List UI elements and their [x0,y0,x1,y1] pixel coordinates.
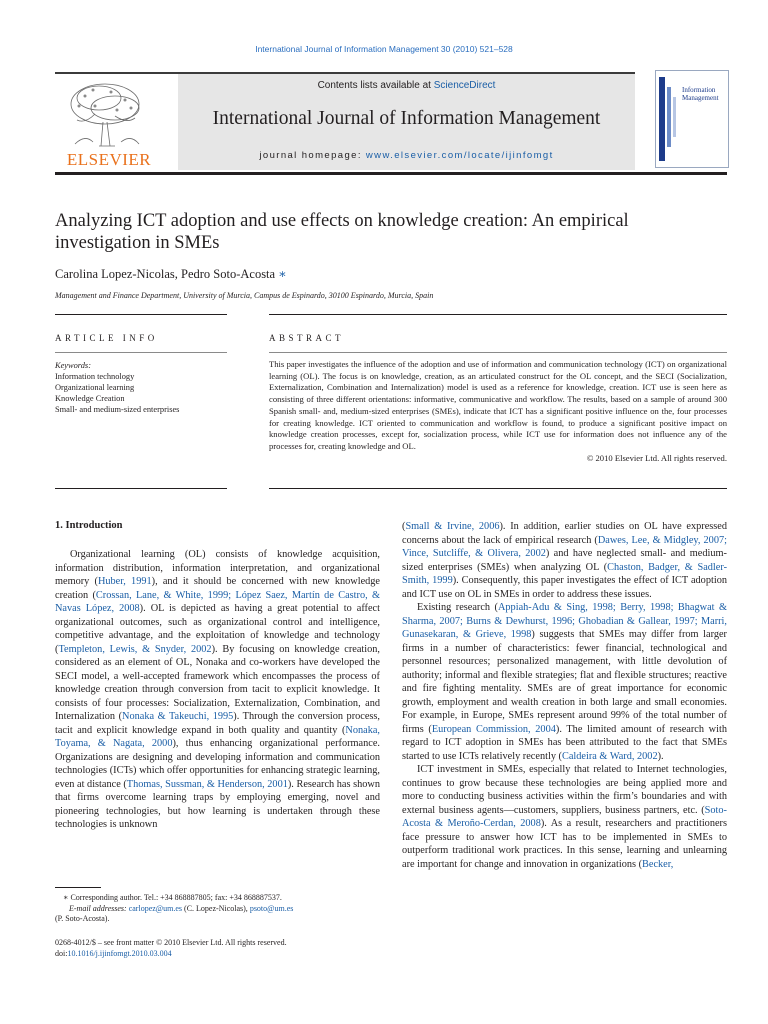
section-heading: 1. Introduction [55,520,123,531]
article-info-mid-rule [55,352,227,353]
email-label: E-mail addresses: [69,903,127,913]
footnote-rule [55,887,101,888]
keywords-block [55,360,179,415]
abstract-mid-rule [269,352,727,353]
doi-label: doi: [55,949,68,958]
footnote [55,893,380,925]
publisher-wordmark: ELSEVIER [66,150,152,169]
homepage-link[interactable]: www.elsevier.com/locate/ijinfomgt [365,150,554,161]
abstract-text: This paper investigates the influence of the adoption and use of information and communication technology (ICT) on organizational learning (OL). The focus is on knowledge, creation, as an articulated construct for the OL concept, and the SECI (Socialization, Externalization, Combination and Internalization) model is used as a reference for knowledge, creation. ICT use is seen here as consisting of three different orientations: informative, communicative and workflow. The results, based on a sample of around 300 Spanish small- and, medium-sized enterprises (SMEs), indicate that ICT has a significant positive influence on the, four processes for creating knowledge. ICT oriented to communication and workflow is found, to produce a significant positive impact on knowledge creation processes, except for, socialization process, while ICT use for information does not influence any of the processes for, creating knowledge and OL. [269,359,727,451]
abstract-bottom-rule [269,488,727,489]
keywords-label: Keywords: [55,361,91,370]
front-matter [55,937,287,959]
authors: Carolina Lopez-Nicolas, Pedro Soto-Acosta [55,267,276,281]
keyword-item: Knowledge Creation [55,394,125,403]
email-name-2: (P. Soto-Acosta). [55,914,110,923]
doi-line [55,948,287,959]
keyword-item: Small- and medium-sized enterprises [55,405,180,414]
author-line [55,266,287,282]
article-info-top-rule [55,314,227,315]
corresponding-author-mark[interactable]: ∗ [278,267,287,281]
abstract-top-rule [269,314,727,315]
issn-line: 0268-4012/$ – see front matter © 2010 Elsevier Ltd. All rights reserved. [55,938,287,947]
email-link-2[interactable]: psoto@um.es [249,903,294,913]
homepage-prefix: journal homepage: [259,150,366,161]
cover-stripe-graphic [659,77,679,161]
email-line [55,904,380,915]
abstract-copyright: © 2010 Elsevier Ltd. All rights reserved. [586,452,727,463]
abstract-heading: ABSTRACT [269,333,345,343]
email-name-1: (C. Lopez-Nicolas), [182,903,250,913]
article-info-bottom-rule [55,488,227,489]
cover-title: Information Management [682,86,719,102]
journal-name: International Journal of Information Management [212,108,601,129]
sciencedirect-link[interactable]: ScienceDirect [433,80,496,91]
journal-citation[interactable]: International Journal of Information Management 30 (2010) 521–528 [255,44,513,54]
affiliation: Management and Finance Department, University of Murcia, Campus de Espinardo, 30100 Espinardo, Murcia, Spain [55,291,434,300]
article-info-heading: ARTICLE INFO [55,333,158,343]
contents-line [178,80,635,91]
header-bottom-rule [55,172,727,175]
left-column: Organizational learning (OL) consists of knowledge acquisition, information distribution, information interpretation, and organizational memory (Huber, 1991), and it should be concerned with new knowledge creation (Crossan, Lane, & White, 1999; López Saez, Martín de Castro, & Navas López, 2008). OL is depicted as having a great potential to affect organizational outcomes, such as organizational control and intelligence, competitive advantage, and the exploitation of knowledge and technology (Templeton, Lewis, & Snyder, 2002). By focusing on knowledge creation, considered as an element of OL, Nonaka and co-workers have developed the SECI model, a well-accepted framework which encompasses the process of knowledge creation through conversion from tacit to explicit knowledge. It consists of four processes: Socialization, Externalization, Combination, and Internalization (Nonaka & Takeuchi, 1995). Through the conversion process, tacit and explicit knowledge expand in both quality and quantity (Nonaka, Toyama, & Nagata, 2000), thus enhancing organizational performance. Organizations are designing and developing information and communication technologies (ICTs) which offer opportunities for enhancing strategic learning, even at distance (Thomas, Sussman, & Henderson, 2001). Research has shown that firms overcome learning traps by employing emerging, novel and pioneering technologies, but how learning is undertaken through these technologies is unknown [55,549,381,830]
doi-link[interactable]: 10.1016/j.ijinfomgt.2010.03.004 [67,949,172,958]
article-title: Analyzing ICT adoption and use effects on knowledge creation: An empirical investigation in SMEs [55,211,629,253]
corresponding-author-note: ∗ Corresponding author. Tel.: +34 868887805; fax: +34 868887537. [63,893,282,902]
keyword-item: Information technology [55,372,135,381]
abstract-body [269,359,727,464]
right-column: (Small & Irvine, 2006). In addition, earlier studies on OL have expressed concerns about the lack of empirical research (Dawes, Lee, & Midgley, 2007; Vince, Sutcliffe, & Olivera, 2002) and have neglected small- and medium-sized enterprises (SMEs) when analyzing OL (Chaston, Badger, & Sadler-Smith, 1999). Consequently, this paper investigates the effect of ICT adoption and ICT use on OL in SMEs in order to address these issues. Existing research (Appiah-Adu & Sing, 1998; Berry, 1998; Bhagwat & Sharma, 2007; Burns & Dewhurst, 1996; Ghobadian & Gallear, 1997; Marri, Gunasekaran, & Grieve, 1998) suggests that SMEs may differ from larger firms in a number of characteristics: fewer financial, technological and personnel resources; personalized management, with little devolution of authority; informal and flexible strategies; flat and flexible structures; reactive and fire fighting mentality. SMEs are of great importance for economic growth, employment and wealth creation in both large and small economies. For example, in Europe, SMEs represent around 99% of the total number of firms (European Commission, 2004). The limited amount of research with regard to ICT adoption in SMEs has been attributed to the fact that SMEs started to use ICTs relatively recently (Caldeira & Ward, 2002). ICT investment in SMEs, especially that related to Internet technologies, continues to grow because these technologies are being applied more and more to conducting business activities within the firm’s boundaries and with external business agents—customers, suppliers, business partners, etc. (Soto-Acosta & Meroño-Cerdan, 2008). As a result, researchers and practitioners face pressure to answer how ICT has to be implemented in SMEs to outperform traditional work practices. In this sense, learning and unlearning are important for change and innovation in organizations (Becker, [402,521,727,870]
keyword-item: Organizational learning [55,383,135,392]
contents-prefix: Contents lists available at [317,80,434,91]
journal-homepage [178,150,635,161]
email-link-1[interactable]: carlopez@um.es [128,903,183,913]
journal-cover-thumbnail[interactable] [655,70,729,168]
